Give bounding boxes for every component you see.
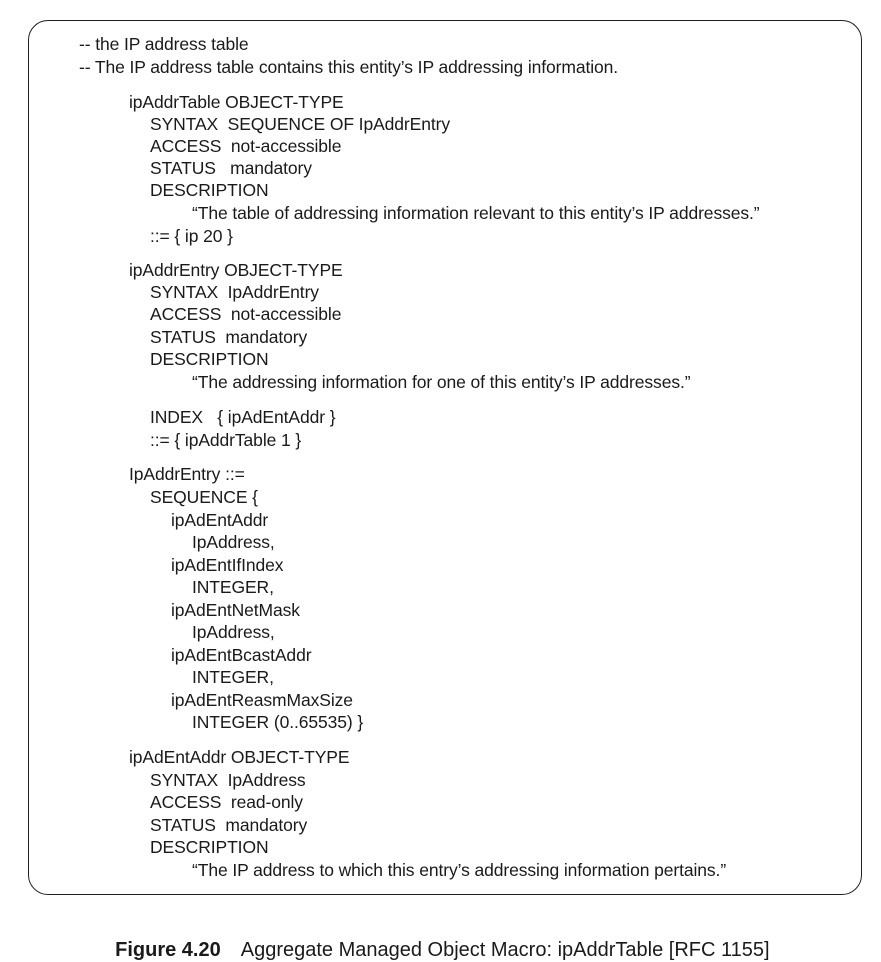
sequence-field-type: INTEGER,	[192, 577, 274, 597]
syntax-clause: SYNTAX SEQUENCE OF IpAddrEntry	[150, 114, 450, 134]
oid-assignment: ::= { ipAddrTable 1 }	[150, 430, 302, 450]
figure-caption-text: Aggregate Managed Object Macro: ipAddrTable [RFC 1155]	[240, 939, 770, 961]
listing-frame	[28, 20, 862, 895]
description-keyword: DESCRIPTION	[150, 180, 269, 200]
description-text: “The table of addressing information relevant to this entity’s IP addresses.”	[192, 203, 760, 223]
sequence-field-type: IpAddress,	[192, 532, 275, 552]
index-clause: INDEX { ipAdEntAddr }	[150, 407, 336, 427]
status-clause: STATUS mandatory	[150, 815, 308, 835]
sequence-field-type: INTEGER,	[192, 667, 274, 687]
status-clause: STATUS mandatory	[150, 327, 308, 347]
description-keyword: DESCRIPTION	[150, 837, 269, 857]
object-type-heading: ipAddrEntry OBJECT-TYPE	[129, 260, 343, 280]
description-text: “The addressing information for one of this entity’s IP addresses.”	[192, 372, 691, 392]
sequence-field-name: ipAdEntNetMask	[171, 600, 300, 620]
syntax-clause: SYNTAX IpAddress	[150, 770, 306, 790]
comment-line: -- The IP address table contains this entity’s IP addressing information.	[79, 57, 619, 77]
object-type-heading: ipAdEntAddr OBJECT-TYPE	[129, 747, 350, 767]
syntax-clause: SYNTAX IpAddrEntry	[150, 282, 319, 302]
sequence-field-name: ipAdEntIfIndex	[171, 555, 284, 575]
sequence-type-heading: IpAddrEntry ::=	[129, 464, 245, 484]
sequence-field-type: INTEGER (0..65535) }	[192, 712, 364, 732]
status-clause: STATUS mandatory	[150, 158, 312, 178]
figure-caption	[104, 914, 770, 962]
description-text: “The IP address to which this entry’s addressing information pertains.”	[192, 860, 727, 880]
description-keyword: DESCRIPTION	[150, 349, 269, 369]
comment-line: -- the IP address table	[79, 34, 249, 54]
access-clause: ACCESS read-only	[150, 792, 303, 812]
sequence-field-name: ipAdEntBcastAddr	[171, 645, 312, 665]
sequence-field-type: IpAddress,	[192, 622, 275, 642]
object-type-heading: ipAddrTable OBJECT-TYPE	[129, 92, 344, 112]
access-clause: ACCESS not-accessible	[150, 304, 342, 324]
sequence-field-name: ipAdEntAddr	[171, 510, 269, 530]
figure-label: Figure 4.20	[115, 939, 221, 961]
sequence-keyword: SEQUENCE {	[150, 487, 258, 507]
sequence-field-name: ipAdEntReasmMaxSize	[171, 690, 353, 710]
oid-assignment: ::= { ip 20 }	[150, 226, 233, 246]
access-clause: ACCESS not-accessible	[150, 136, 342, 156]
